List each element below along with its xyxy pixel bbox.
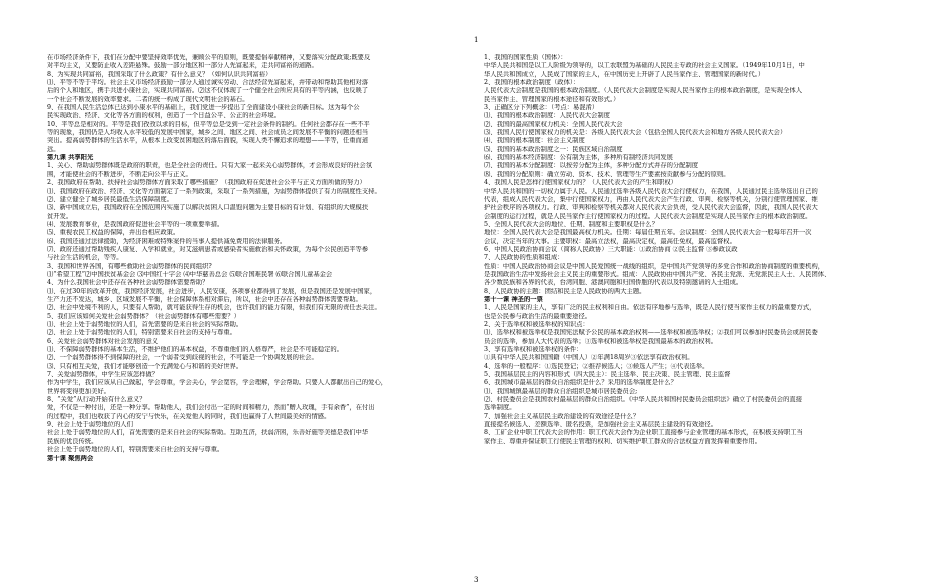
text-line: 民当家作主、管理国家的根本途径和有效形式。） <box>484 95 620 103</box>
text-line: 选举制度。 <box>484 404 516 412</box>
text-line: 远。 <box>47 145 60 153</box>
text-line: 家作主、尊重并保证职工行使民主管理的权利、切实维护职工群众的合法权益方面发挥着重要作用。 <box>484 437 762 445</box>
text-line: 8、为实现共同富裕，我国采取了什么政策？有什么意义？（如何认识共同富裕） <box>47 70 272 78</box>
text-line: 护社会秩序的各项权力。行政、审判和检察等机关都对人民代表大会负责，受人民代表大会监督，因此，我国人民代表大 <box>484 204 818 212</box>
text-line: 民族的优良传统。 <box>47 437 98 445</box>
text-line: ⑵、一个弱势群体得不到保障的社会，一个弱者受到歧视的社会，不可能是一个协调发展的社会。 <box>47 354 318 362</box>
text-line: ⑷、发展教育事业，是我国政府促进社会平等的一项重要举措。 <box>47 220 224 228</box>
text-line: 5、全国人民代表大会的地位、任期、制度和主要职权是什么？ <box>484 220 659 228</box>
text-line: 中华人民共和国是以工人阶级为领导的，以工农联盟为基础的人民民主专政的社会主义国家。（1949年10月1日，中 <box>484 62 805 70</box>
text-line: 8、人民政协的主题：团结和民主是人民政协的两大主题。 <box>484 287 646 295</box>
text-line: 9、社会上处于弱势地位的人们 <box>47 421 133 429</box>
text-line: ⑴“希望工程”⑵中国扶贫基金会 ⑶中国红十字会 ⑷中华慈善总会 ⑸联合国难民署 ⑹联合国儿童基金会 <box>47 270 333 278</box>
text-line: 也是公民参与政治生活的最重要途径。 <box>484 312 592 320</box>
text-line: 1、关心、帮助弱势群体既是政府的职责，也是全社会的责任。只有大家一起来关心弱势群体，才会形成良好的社会氛 <box>47 162 373 170</box>
text-line: 3、正确区分下列概念：（考点：易混淆） <box>484 104 599 112</box>
text-line: ⑴、平等不等于平均。社会主义市场经济鼓励一部分人通过诚实劳动、合法经营先富起来，并带动和帮助其他相对落 <box>47 79 369 87</box>
text-line: 人民代表大会制度是我国的根本政治制度。（人民代表大会制度是实现人民当家作主的根本政治制度，是实现全体人 <box>484 87 802 95</box>
text-line: 等的现象，我国仍是人均收入水平较低的发展中国家，城乡之间、地区之间、社会成员之间发展不平衡的问题还相当 <box>47 129 369 137</box>
text-line: ⑷、我国的根本制度：社会主义制度 <box>484 137 585 145</box>
text-line: ⑹、我国还通过法律援助，为经济困难或特殊案件的当事人提供减免费用的法律服务。 <box>47 237 287 245</box>
text-line: 会制度的运行过程，就是人民当家作主行使国家权力的过程。人民代表大会制度是实现人民当家作主的根本政治制度。 <box>484 212 812 220</box>
text-line: ⑴、我国的根本政治制度：人民代表大会制度 <box>484 112 610 120</box>
text-line: 华人民共和国成立，人民成了国家的主人，在中国历史上开辟了人民当家作主、管理国家的新时代。） <box>484 70 765 78</box>
text-line: 7、人民政协的性质和组成： <box>484 254 564 262</box>
text-line: 1、我国的国家性质（国体）： <box>484 54 567 61</box>
text-line: 8、“关爱”从行动开始有什么意义？ <box>47 396 146 404</box>
text-line: 一个社会不断发展的效率要求。二者的统一构成了现代文明社会的基石。 <box>47 95 249 103</box>
text-line: ⑴、在过30年的改革开放，我国经济发展，社会进步，人民安康，各项事业都得到了发展，但是我国还是发展中国家， <box>47 287 377 295</box>
text-line: ①具有中华人民共和国国籍（中国人）②年满18周岁③依法享有政治权利。 <box>484 354 694 362</box>
text-line: 6、关爱社会弱势群体对社会发展的意义 <box>47 337 159 345</box>
text-line: 4、为什么我国社会中还存在各种社会弱势群体需要帮助？ <box>47 279 209 287</box>
text-line: 会议，决定当年的大事。主要职权：最高立法权，最高决定权，最高任免权，最高监督权。 <box>484 237 736 245</box>
text-line: ⑴、我国城镇最基层的群众自治组织是城市居民委员会; <box>484 387 638 395</box>
text-line: 的过程中，我们也收获了内心的安宁与快乐，在关爱他人的同时，我们也赢得了人世间最美好的情感。 <box>47 412 331 420</box>
text-line: ⑺、政府还通过帮助残疾人康复、入学和就业，对艾滋病患者或感染者实施救治和关怀政策，为每个公民创造平等参 <box>47 245 369 253</box>
text-line: 代表，组成人民代表大会，集中行使国家权力，再由人民代表大会产生行政、审判、检察等机关，分别行使管理国家、维 <box>484 195 818 203</box>
text-line: 爱，不仅是一种付出，还是一种分享。帮助他人，我们会付出一定的时间和精力，然而“赠人玫瑰，手有余香”，在付出 <box>47 404 375 412</box>
text-line: 社会上处于弱势地位的人们，特别需要来自社会的支持与尊重。 <box>47 446 224 454</box>
text-line: ⑺、我国的基本分配制度：以按劳分配为主体，多种分配方式并存的分配制度 <box>484 162 699 170</box>
text-line: 7、关爱弱势群体，中学生应该怎样做？ <box>47 371 159 379</box>
text-line: 直接提名候选人、差额选举、匿名投票，是加强社会主义基层民主建设的有效途径。 <box>484 421 717 429</box>
text-line: 9、在我国人民生活总体已达到小康水平的基础上，我们党进一步提出了全面建设小康社会的新目标。这为每个公 <box>47 104 360 112</box>
text-line: 5、我们应该如何关爱社会弱势群体？（社会弱势群体有哪些需要？） <box>47 312 240 320</box>
text-line: 8、工矿企业中职工代表大会的作用：职工代表大会作为企业职工直接参与企业管理的基本形式，在积极支持职工当 <box>484 429 803 437</box>
section-heading: 第十一课 神圣的一票 <box>484 295 543 303</box>
text-line: 6、我国城市最基层的群众自治组织是什么？采用的选举制度是什么？ <box>484 379 677 387</box>
text-line: 社会上处于弱势地位的人们，首先需要的是来自社会的实际帮助。互助互济，扶弱济困，乐善好施等美德是我们中华 <box>47 429 369 437</box>
text-line: 后的个人和地区，携手共进小康社会，实现共同富裕。⑵这不仅体现了一个健全社会所应具有的平等内涵，也反映了 <box>47 87 369 95</box>
text-line: 1、人民是国家的主人，享有广泛的民主权利和自由。依法有序地参与选举，既是人民行使当家作主权力的最重要方式， <box>484 304 816 312</box>
text-line: ⑴、社会上处于弱势地位的人们，首先需要的是来自社会的实际帮助。 <box>47 321 243 328</box>
text-line: 作为中学生，我们应该从自己做起，学会尊重，学会关心，学会宽容，学会理解，学会帮助。只要人人都献出自己的爱心， <box>47 379 388 387</box>
text-line: ⑵、社会中处境不利的人，只要有人帮助，就可能获得生存的机会，也许我们的能力有限，但我们有无限的责任去关注。 <box>47 304 381 312</box>
text-line: ⑶、只有相互关爱，我们才能够创造一个充满爱心与和谐的美好世界。 <box>47 362 243 370</box>
text-line: ⑶、新中国成立后，我国政府在全国范围内实施了以解决贫困人口温饱问题为主要目标的有计划、有组织的大规模扶 <box>47 204 369 212</box>
text-line: ⑻、我国的分配原则：确立劳动、资本、技术、管理等生产要素按贡献参与分配的原则。 <box>484 170 730 178</box>
text-line: ⑴、不保障弱势群体的基本生活，不维护他们的基本权益，不尊重他们的人格尊严，社会是不可能稳定的。 <box>47 346 343 354</box>
text-line: ⑴、选举权和被选举权是我国宪法赋予公民的基本政治权利——选举权和被选举权；②我们可以参加村民委员会或居民委 <box>484 329 818 337</box>
text-line: 5、我国基层民主的内容和形式（四大民主）：民主选举、民主决策、民主管理、民主监督 <box>484 371 731 379</box>
text-line: 围，才能使社会的不断进步，不断走向公平与正义。 <box>47 170 192 178</box>
text-line: 性质：中国人民政治协商会议是中国人民爱国统一战线的组织，是中国共产党领导的多党合作和政治协商制度的重要机构， <box>484 262 825 270</box>
text-line: 生产力还不发达，城乡、区域发展不平衡，社会保障体系相对滞后，所以，社会中还存在各种弱势群体需要帮助。 <box>47 295 362 303</box>
text-line: 10、平等总是相对的。平等是我们孜孜以求的目标，但平等总是受到一定社会条件的制约。任何社会都存在一些不平 <box>47 120 370 128</box>
text-line: 与社会生活的机会，等等。 <box>47 254 123 262</box>
text-line: 2、我国政府在帮助、扶持社会弱势群体方面采取了哪些措施？（我国政府在促进社会公平与正义方面所做的努力） <box>47 179 366 187</box>
text-line: 4、我国人民是怎样行使国家权力的？（人民代表大会的产生和职权） <box>484 179 677 187</box>
text-line: 世界将变得更加美好。 <box>47 387 110 395</box>
page-number-top: 1 <box>474 36 479 44</box>
right-column <box>484 54 902 574</box>
text-line: ⑶、我国人民行使国家权力的机关是：各级人民代表大会（包括全国人民代表大会和地方各级人民代表大会） <box>484 129 787 137</box>
text-line: ⑸、重视农民工权益的保障，并出台相应政策。 <box>47 229 180 237</box>
text-line: 中华人民共和国的一切权力属于人民。人民通过选举各级人民代表大会行使权力，在我国，人民通过民主选举选出自己的 <box>484 187 818 195</box>
text-line: ⑴、我国政府在政治、经济、文化等方面制定了一系列政策，采取了一系列措施，为弱势群体提供了有力的制度性支持。 <box>47 187 381 195</box>
section-heading: 第十课 聚焦两会 <box>47 454 94 462</box>
text-line: 突出。提高弱势群体的生活水平，从根本上改变贫困地区的落后面貌，实现人类不懈追求的理想——平等，任重而道 <box>47 137 369 145</box>
text-line: 7、加强社会主义基层民主政治建设的有效途径是什么？ <box>484 412 640 420</box>
text-line: 在市场经济条件下，我们在分配中要坚持效率优先，兼顾公平的原则，既要提倡奉献精神，又要落实分配政策;既要反 <box>47 54 371 61</box>
text-line: 员会的选举，参加人大代表的选举；③选举权和被选举权是我国最基本的政治权利。 <box>484 337 717 345</box>
text-line: 3、享有选举权和被选举权的条件： <box>484 346 583 354</box>
text-line: 地位：全国人民代表大会是我国最高权力机关。任期：每届任期五年。会议制度：全国人民代表大会一般每年召开一次 <box>484 229 812 237</box>
text-line: 2、我国的根本政治制度（政体）： <box>484 79 580 87</box>
text-line: 3、我国和世界各国，有哪些救助社会弱势群体的民间组织? <box>47 262 212 270</box>
text-line: ⑵、社会上处于弱势地位的人们，特别需要来自社会的支持与尊重。 <box>47 329 236 337</box>
text-line: ⑹、我国的基本经济制度：公有制为主体，多种所有制经济共同发展 <box>484 154 673 162</box>
text-line: 对平均主义，又要防止收入差距悬殊。鼓励一部分地区和一部分人先富起来，走共同富裕的道路。 <box>47 62 318 70</box>
text-line: 贫开发。 <box>47 212 73 220</box>
text-line: ⑸、我国的基本政治制度之一：民族区域自治制度 <box>484 145 623 153</box>
text-line: 是我国政治生活中发扬社会主义民主的重要形式。组成：人民政协由中国共产党、各民主党派、无党派民主人士、人民团体、 <box>484 270 831 278</box>
section-heading: 第九课 共享阳光 <box>47 154 94 162</box>
text-line: ⑵、建立健全了城乡居民最低生活保障制度。 <box>47 195 173 203</box>
left-column <box>47 54 462 574</box>
text-line: 民实现政治、经济、文化等各方面的权利，创造了一个日益公平、公正的社会环境。 <box>47 112 280 120</box>
text-line: ⑵、村民委员会是我国农村最基层的群众自治组织。《中华人民共和国村民委员会组织法》确立了村民委员会的直接 <box>484 396 802 404</box>
page-number-bottom: 3 <box>474 576 479 584</box>
text-line: ⑵、我国的最高国家权力机关：全国人民代表大会 <box>484 120 623 128</box>
text-line: 各少数民族和各界的代表，台湾同胞、港澳同胞和归国侨胞的代表以及特别邀请的人士组成。 <box>484 279 743 287</box>
text-line: 4、选举的一般程序：①选民登记；②推荐候选人；③候选人产生；④代表选举。 <box>484 362 709 370</box>
text-line: 6、中国人民政治协商会议（简称人民政协）三大职能：①政治协商 ②民主监督 ③参政议政 <box>484 245 738 253</box>
text-line: 2、关于选举权和被选举权的知识点： <box>484 321 589 328</box>
